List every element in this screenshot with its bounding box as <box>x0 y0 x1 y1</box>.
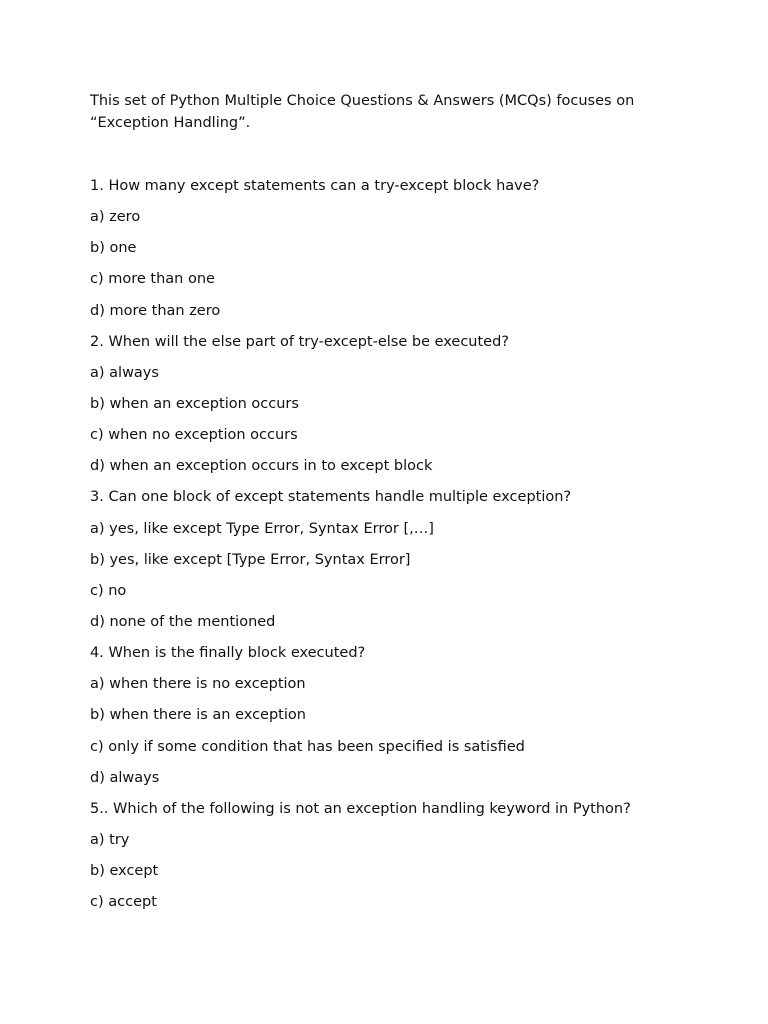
question-4-option-b: b) when there is an exception <box>90 707 306 724</box>
question-5-option-a: a) try <box>90 831 130 848</box>
question-3-option-b: b) yes, like except [Type Error, Syntax Error] <box>90 551 411 568</box>
question-5: 5.. Which of the following is not an exception handling keyword in Python? <box>90 800 631 817</box>
question-3-option-c: c) no <box>90 582 127 599</box>
question-1: 1. How many except statements can a try-except block have? <box>90 178 540 194</box>
question-3-option-d: d) none of the mentioned <box>90 613 276 630</box>
question-2-option-a: a) always <box>90 364 159 381</box>
question-5-option-c: c) accept <box>90 894 157 911</box>
question-2: 2. When will the else part of try-except-else be executed? <box>90 333 509 350</box>
question-2-option-b: b) when an exception occurs <box>90 395 299 412</box>
question-3: 3. Can one block of except statements handle multiple exception? <box>90 489 572 506</box>
question-1-option-d: d) more than zero <box>90 302 221 319</box>
question-5-option-b: b) except <box>90 863 159 880</box>
question-4-option-d: d) always <box>90 769 160 786</box>
question-1-option-a: a) zero <box>90 209 141 226</box>
question-4-option-a: a) when there is no exception <box>90 676 306 693</box>
question-2-option-c: c) when no exception occurs <box>90 427 298 444</box>
question-list <box>90 176 730 923</box>
question-4: 4. When is the finally block executed? <box>90 645 366 662</box>
question-2-option-d: d) when an exception occurs in to except block <box>90 458 433 475</box>
question-1-option-c: c) more than one <box>90 271 215 288</box>
question-1-option-b: b) one <box>90 240 137 257</box>
question-3-option-a: a) yes, like except Type Error, Syntax Error [,…] <box>90 520 434 537</box>
question-4-option-c: c) only if some condition that has been specified is satisfied <box>90 738 525 755</box>
intro-paragraph: This set of Python Multiple Choice Questions & Answers (MCQs) focuses on “Exception Handling”. <box>90 93 635 131</box>
